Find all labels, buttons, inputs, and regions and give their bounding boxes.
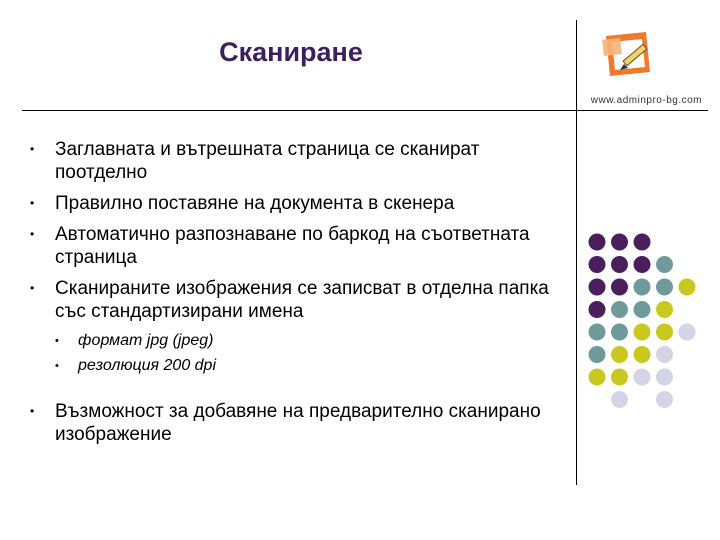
decorative-dot xyxy=(589,369,606,386)
decorative-dot xyxy=(611,301,628,318)
decorative-dot xyxy=(634,279,651,296)
decorative-dot xyxy=(656,279,673,296)
decorative-dot xyxy=(679,324,696,341)
decorative-dot xyxy=(611,391,628,408)
bullet-list xyxy=(30,138,560,446)
bullet-glyph: • xyxy=(30,227,35,241)
decorative-dot xyxy=(611,256,628,273)
sub-bullet-text: резолюция 200 dpi xyxy=(78,357,217,374)
decorative-dot xyxy=(656,324,673,341)
bullet-item xyxy=(30,400,560,446)
bullet-text: Автоматично разпознаване по баркод на съответната страница xyxy=(55,224,530,268)
bullet-item xyxy=(30,192,560,215)
decorative-dot xyxy=(634,234,651,251)
website-url: www.adminpro-bg.com xyxy=(590,95,702,106)
title-divider xyxy=(22,110,708,111)
decorative-dot xyxy=(611,279,628,296)
bullet-glyph: • xyxy=(30,281,35,295)
decorative-dot xyxy=(589,279,606,296)
bullet-text: Заглавната и вътрешната страница се сканират поотделно xyxy=(55,139,480,183)
bullet-content xyxy=(30,138,560,454)
bullet-glyph: • xyxy=(30,404,35,418)
decorative-dot xyxy=(656,369,673,386)
bullet-glyph: • xyxy=(55,360,59,372)
slide-title: Сканиране xyxy=(219,37,363,67)
decorative-dot xyxy=(656,301,673,318)
sub-bullet-item xyxy=(55,331,560,351)
decorative-dot-grid xyxy=(585,232,705,412)
sub-bullet-list xyxy=(55,331,560,376)
decorative-dot xyxy=(634,301,651,318)
decorative-dot xyxy=(589,324,606,341)
sub-bullet-text: формат jpg (jpeg) xyxy=(78,332,214,349)
bullet-text: Правилно поставяне на документа в скенера xyxy=(55,193,455,214)
decorative-dot xyxy=(611,369,628,386)
vertical-divider xyxy=(576,20,577,485)
decorative-dot xyxy=(634,346,651,363)
decorative-dot xyxy=(611,234,628,251)
bullet-text: Сканираните изображения се записват в отделна папка със стандартизирани имена xyxy=(55,278,549,322)
decorative-dot xyxy=(656,391,673,408)
bullet-item xyxy=(30,277,560,376)
decorative-dot xyxy=(589,256,606,273)
bullet-glyph: • xyxy=(30,142,35,156)
decorative-dot xyxy=(634,324,651,341)
decorative-dot xyxy=(679,279,696,296)
bullet-text: Възможност за добавяне на предварително сканирано изображение xyxy=(55,401,541,445)
decorative-dot xyxy=(656,256,673,273)
decorative-dot xyxy=(634,369,651,386)
decorative-dot xyxy=(589,346,606,363)
bullet-glyph: • xyxy=(55,335,59,347)
decorative-dot xyxy=(589,301,606,318)
decorative-dot xyxy=(656,346,673,363)
pencil-notepad-icon xyxy=(598,26,658,88)
decorative-dot xyxy=(589,234,606,251)
decorative-dot xyxy=(634,256,651,273)
sub-bullet-item xyxy=(55,356,560,376)
bullet-item xyxy=(30,138,560,184)
bullet-item xyxy=(30,223,560,269)
decorative-dot xyxy=(611,324,628,341)
bullet-glyph: • xyxy=(30,196,35,210)
decorative-dot xyxy=(611,346,628,363)
